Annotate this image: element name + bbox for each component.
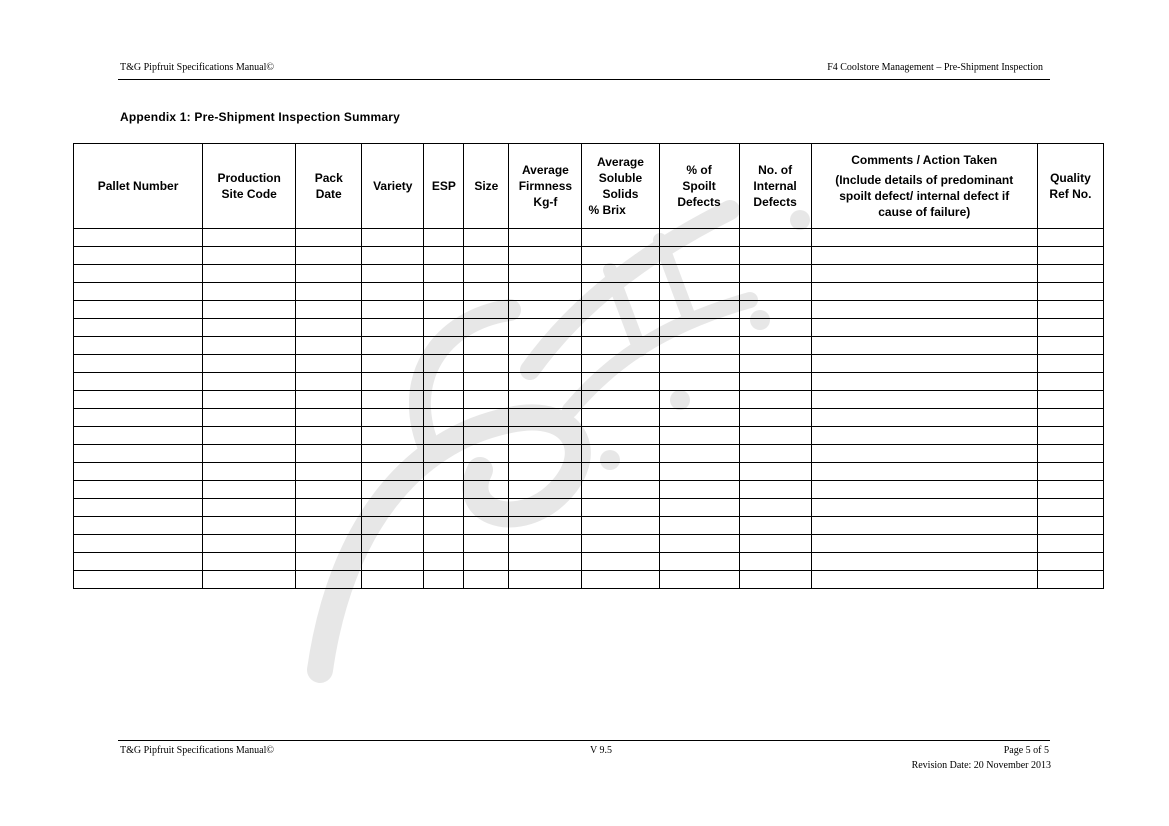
table-cell <box>739 481 811 499</box>
appendix-title: Appendix 1: Pre-Shipment Inspection Summary <box>120 110 400 124</box>
table-cell <box>1037 373 1103 391</box>
table-cell <box>739 499 811 517</box>
table-cell <box>739 283 811 301</box>
table-cell <box>1037 409 1103 427</box>
table-cell <box>582 391 659 409</box>
table-cell <box>1037 247 1103 265</box>
table-cell <box>424 319 464 337</box>
table-cell <box>74 553 203 571</box>
table-cell <box>203 499 296 517</box>
table-cell <box>296 229 362 247</box>
table-cell <box>509 229 582 247</box>
table-row <box>74 265 1104 283</box>
table-cell <box>424 283 464 301</box>
table-cell <box>464 445 509 463</box>
table-cell <box>509 553 582 571</box>
table-row <box>74 337 1104 355</box>
table-cell <box>464 535 509 553</box>
table-cell <box>1037 499 1103 517</box>
table-cell <box>582 229 659 247</box>
table-cell <box>1037 391 1103 409</box>
table-cell <box>424 481 464 499</box>
table-cell <box>509 571 582 589</box>
table-cell <box>424 535 464 553</box>
table-row <box>74 427 1104 445</box>
table-cell <box>659 517 739 535</box>
table-cell <box>739 517 811 535</box>
table-cell <box>509 319 582 337</box>
table-row <box>74 463 1104 481</box>
table-cell <box>424 355 464 373</box>
table-header-row <box>74 144 1104 229</box>
table-cell <box>424 247 464 265</box>
table-cell <box>203 373 296 391</box>
table-cell <box>659 499 739 517</box>
table-cell <box>582 337 659 355</box>
table-cell <box>203 355 296 373</box>
table-cell <box>362 265 424 283</box>
table-cell <box>424 427 464 445</box>
table-cell <box>1037 445 1103 463</box>
table-cell <box>811 535 1037 553</box>
table-cell <box>1037 337 1103 355</box>
table-cell <box>362 517 424 535</box>
table-cell <box>1037 571 1103 589</box>
table-cell <box>509 481 582 499</box>
table-cell <box>362 229 424 247</box>
table-cell <box>464 229 509 247</box>
table-cell <box>659 463 739 481</box>
table-cell <box>582 319 659 337</box>
table-cell <box>739 409 811 427</box>
table-cell <box>811 337 1037 355</box>
table-cell <box>509 373 582 391</box>
table-row <box>74 301 1104 319</box>
table-cell <box>509 409 582 427</box>
table-cell <box>811 319 1037 337</box>
table-cell <box>659 373 739 391</box>
inspection-summary-table <box>73 143 1104 589</box>
table-cell <box>362 391 424 409</box>
table-row <box>74 319 1104 337</box>
table-cell <box>659 535 739 553</box>
table-cell <box>362 247 424 265</box>
table-cell <box>739 553 811 571</box>
table-cell <box>362 373 424 391</box>
table-cell <box>811 409 1037 427</box>
table-cell <box>582 535 659 553</box>
table-cell <box>424 571 464 589</box>
table-cell <box>424 463 464 481</box>
table-cell <box>582 517 659 535</box>
table-cell <box>424 445 464 463</box>
table-cell <box>362 463 424 481</box>
table-cell <box>362 409 424 427</box>
table-cell <box>464 499 509 517</box>
table-cell <box>362 355 424 373</box>
table-cell <box>739 229 811 247</box>
table-cell <box>659 247 739 265</box>
table-cell <box>203 283 296 301</box>
table-cell <box>74 283 203 301</box>
table-cell <box>739 301 811 319</box>
table-cell <box>362 535 424 553</box>
table-cell <box>811 301 1037 319</box>
col-average-soluble-solids: Average Soluble Solids % Brix <box>582 144 659 229</box>
table-cell <box>296 373 362 391</box>
table-cell <box>296 391 362 409</box>
table-cell <box>739 337 811 355</box>
table-cell <box>296 247 362 265</box>
table-cell <box>296 535 362 553</box>
table-cell <box>509 265 582 283</box>
col-pallet-number: Pallet Number <box>74 144 203 229</box>
table-cell <box>811 445 1037 463</box>
table-cell <box>464 553 509 571</box>
table-cell <box>659 265 739 283</box>
table-cell <box>509 517 582 535</box>
table-cell <box>296 553 362 571</box>
table-cell <box>582 265 659 283</box>
header-divider <box>118 79 1050 80</box>
table-cell <box>296 571 362 589</box>
table-cell <box>739 571 811 589</box>
table-cell <box>296 355 362 373</box>
table-cell <box>582 499 659 517</box>
footer-page-number: Page 5 of 5 <box>1003 745 1049 756</box>
table-cell <box>362 499 424 517</box>
table-cell <box>1037 427 1103 445</box>
col-variety: Variety <box>362 144 424 229</box>
table-cell <box>509 535 582 553</box>
table-cell <box>509 337 582 355</box>
table-cell <box>464 463 509 481</box>
table-cell <box>296 427 362 445</box>
table-cell <box>203 481 296 499</box>
table-cell <box>464 427 509 445</box>
table-cell <box>424 517 464 535</box>
table-cell <box>739 535 811 553</box>
table-cell <box>659 481 739 499</box>
table-row <box>74 553 1104 571</box>
table-cell <box>74 517 203 535</box>
footer-divider <box>118 740 1050 741</box>
table-cell <box>74 391 203 409</box>
col-comments-action-taken: Comments / Action Taken (Include details of predominant spoilt defect/ internal defect if cause of failure) <box>811 144 1037 229</box>
table-cell <box>739 391 811 409</box>
table-cell <box>509 445 582 463</box>
table-cell <box>659 571 739 589</box>
table-cell <box>74 481 203 499</box>
table-body <box>74 229 1104 589</box>
table-cell <box>582 247 659 265</box>
table-cell <box>464 301 509 319</box>
table-cell <box>424 553 464 571</box>
table-row <box>74 391 1104 409</box>
col-average-firmness: Average Firmness Kg-f <box>509 144 582 229</box>
table-cell <box>1037 517 1103 535</box>
footer-version: V 9.5 <box>590 745 613 756</box>
table-cell <box>811 283 1037 301</box>
table-cell <box>74 463 203 481</box>
table-cell <box>739 355 811 373</box>
table-cell <box>739 445 811 463</box>
table-cell <box>739 463 811 481</box>
table-row <box>74 409 1104 427</box>
table-row <box>74 355 1104 373</box>
table-cell <box>659 355 739 373</box>
table-row <box>74 445 1104 463</box>
table-row <box>74 481 1104 499</box>
table-cell <box>659 229 739 247</box>
table-cell <box>74 301 203 319</box>
table-cell <box>74 373 203 391</box>
table-cell <box>203 247 296 265</box>
table-cell <box>464 571 509 589</box>
table-cell <box>582 283 659 301</box>
table-cell <box>464 337 509 355</box>
table-cell <box>203 265 296 283</box>
table-cell <box>1037 481 1103 499</box>
table-cell <box>424 499 464 517</box>
table-cell <box>203 463 296 481</box>
table-cell <box>811 481 1037 499</box>
table-cell <box>1037 355 1103 373</box>
table-cell <box>582 463 659 481</box>
table-cell <box>811 499 1037 517</box>
table-cell <box>74 427 203 445</box>
table-cell <box>1037 265 1103 283</box>
table-cell <box>296 463 362 481</box>
table-cell <box>659 409 739 427</box>
table-cell <box>1037 553 1103 571</box>
table-cell <box>811 571 1037 589</box>
table-cell <box>424 337 464 355</box>
table-cell <box>464 265 509 283</box>
table-cell <box>362 481 424 499</box>
table-cell <box>582 409 659 427</box>
col-esp: ESP <box>424 144 464 229</box>
col-size: Size <box>464 144 509 229</box>
table-cell <box>811 427 1037 445</box>
table-cell <box>1037 301 1103 319</box>
table-cell <box>659 445 739 463</box>
table-row <box>74 247 1104 265</box>
table-cell <box>74 445 203 463</box>
table-cell <box>811 391 1037 409</box>
table-cell <box>811 229 1037 247</box>
table-cell <box>362 301 424 319</box>
table-cell <box>659 283 739 301</box>
table-cell <box>811 265 1037 283</box>
table-cell <box>203 229 296 247</box>
table-cell <box>424 391 464 409</box>
table-cell <box>582 355 659 373</box>
table-cell <box>582 301 659 319</box>
col-spoilt-defects: % of Spoilt Defects <box>659 144 739 229</box>
table-cell <box>659 391 739 409</box>
table-cell <box>362 445 424 463</box>
table-cell <box>739 373 811 391</box>
table-row <box>74 517 1104 535</box>
table-cell <box>296 499 362 517</box>
table-cell <box>203 445 296 463</box>
col-internal-defects: No. of Internal Defects <box>739 144 811 229</box>
table-cell <box>203 571 296 589</box>
table-cell <box>509 463 582 481</box>
table-cell <box>811 355 1037 373</box>
footer-manual-title: T&G Pipfruit Specifications Manual© <box>120 745 274 756</box>
table-row <box>74 499 1104 517</box>
table-cell <box>659 301 739 319</box>
table-cell <box>464 517 509 535</box>
table-cell <box>509 391 582 409</box>
table-cell <box>659 337 739 355</box>
table-cell <box>659 553 739 571</box>
table-cell <box>811 463 1037 481</box>
table-row <box>74 283 1104 301</box>
table-cell <box>1037 319 1103 337</box>
table-cell <box>509 427 582 445</box>
header-manual-title: T&G Pipfruit Specifications Manual© <box>120 62 274 73</box>
table-cell <box>659 427 739 445</box>
table-cell <box>74 409 203 427</box>
table-cell <box>464 247 509 265</box>
footer-revision-date: Revision Date: 20 November 2013 <box>911 760 1051 771</box>
table-cell <box>203 427 296 445</box>
col-production-site-code: Production Site Code <box>203 144 296 229</box>
table-cell <box>74 535 203 553</box>
table-cell <box>811 553 1037 571</box>
table-cell <box>203 553 296 571</box>
table-cell <box>203 391 296 409</box>
table-row <box>74 535 1104 553</box>
table-cell <box>362 337 424 355</box>
table-cell <box>203 301 296 319</box>
table-cell <box>509 499 582 517</box>
table-cell <box>362 283 424 301</box>
header-section-title: F4 Coolstore Management – Pre-Shipment Inspection <box>827 62 1043 73</box>
table-cell <box>362 319 424 337</box>
table-cell <box>296 301 362 319</box>
table-cell <box>582 481 659 499</box>
table-cell <box>582 571 659 589</box>
table-cell <box>74 265 203 283</box>
table-cell <box>203 535 296 553</box>
table-cell <box>1037 463 1103 481</box>
table-cell <box>424 301 464 319</box>
table-cell <box>296 481 362 499</box>
table-cell <box>509 283 582 301</box>
table-cell <box>582 553 659 571</box>
table-cell <box>464 481 509 499</box>
table-cell <box>582 373 659 391</box>
table-cell <box>296 337 362 355</box>
table-cell <box>203 409 296 427</box>
table-row <box>74 373 1104 391</box>
table-cell <box>203 319 296 337</box>
table-cell <box>296 445 362 463</box>
table-cell <box>74 229 203 247</box>
table-cell <box>1037 535 1103 553</box>
table-cell <box>296 517 362 535</box>
table-cell <box>464 319 509 337</box>
col-quality-ref-no: Quality Ref No. <box>1037 144 1103 229</box>
table-row <box>74 229 1104 247</box>
table-cell <box>296 319 362 337</box>
table-cell <box>296 265 362 283</box>
table-cell <box>464 355 509 373</box>
table-cell <box>74 571 203 589</box>
table-cell <box>464 409 509 427</box>
table-cell <box>424 373 464 391</box>
table-cell <box>739 247 811 265</box>
table-cell <box>659 319 739 337</box>
table-cell <box>362 553 424 571</box>
table-cell <box>203 517 296 535</box>
table-cell <box>582 427 659 445</box>
table-cell <box>362 571 424 589</box>
table-cell <box>362 427 424 445</box>
table-cell <box>811 517 1037 535</box>
table-row <box>74 571 1104 589</box>
table-cell <box>739 319 811 337</box>
table-cell <box>1037 283 1103 301</box>
table-cell <box>424 265 464 283</box>
table-cell <box>464 373 509 391</box>
table-cell <box>424 229 464 247</box>
table-cell <box>296 283 362 301</box>
table-cell <box>464 283 509 301</box>
table-cell <box>811 373 1037 391</box>
table-cell <box>424 409 464 427</box>
table-cell <box>811 247 1037 265</box>
table-cell <box>74 355 203 373</box>
table-cell <box>74 319 203 337</box>
table-cell <box>1037 229 1103 247</box>
table-cell <box>509 247 582 265</box>
table-cell <box>203 337 296 355</box>
table-cell <box>74 247 203 265</box>
table-cell <box>74 499 203 517</box>
table-cell <box>464 391 509 409</box>
table-cell <box>739 265 811 283</box>
col-pack-date: Pack Date <box>296 144 362 229</box>
table-cell <box>509 355 582 373</box>
table-cell <box>296 409 362 427</box>
table-cell <box>74 337 203 355</box>
table-cell <box>739 427 811 445</box>
table-cell <box>582 445 659 463</box>
table-cell <box>509 301 582 319</box>
